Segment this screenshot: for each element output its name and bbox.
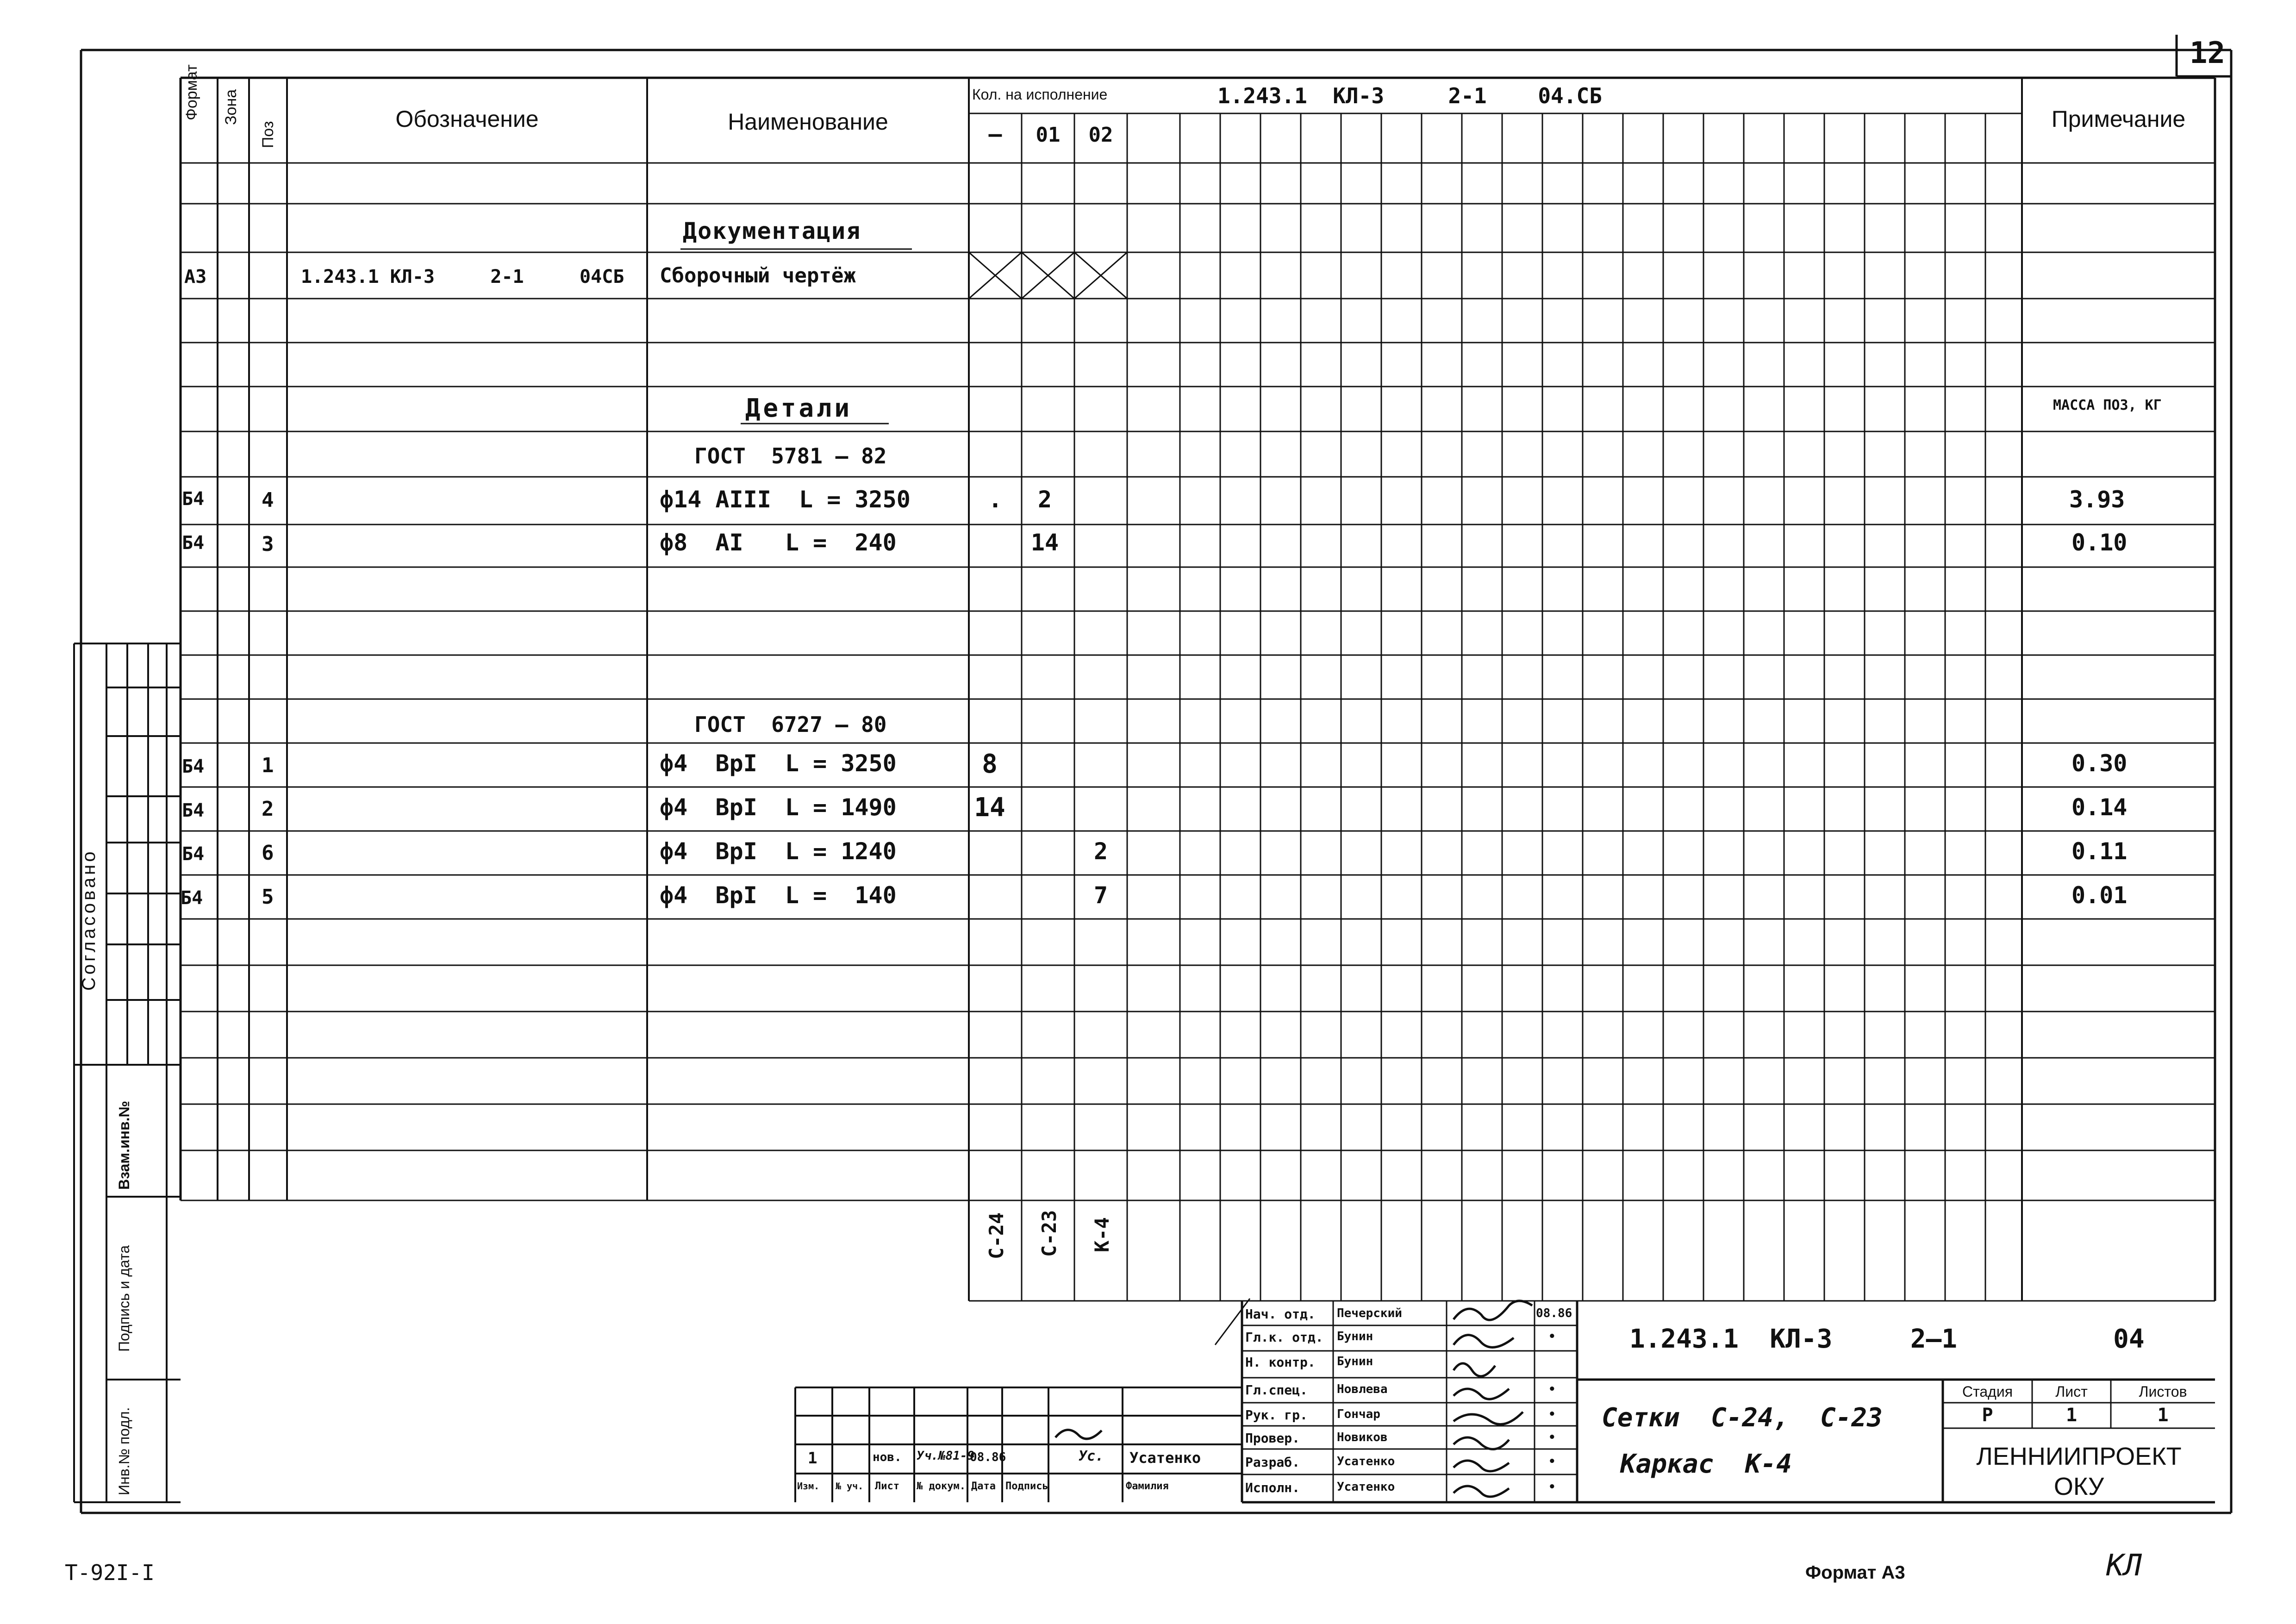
sig-name: Усатенко [1337, 1455, 1395, 1468]
sig-role: Провер. [1245, 1430, 1300, 1446]
row-pos: 5 [262, 885, 274, 909]
sig-role: Гл.спец. [1245, 1382, 1308, 1398]
change-label-sign: Подпись [1005, 1480, 1048, 1492]
section-gost1: ГОСТ 5781 — 82 [694, 443, 887, 468]
row-mass: 0.30 [2071, 750, 2128, 777]
row-format: Б4 [182, 532, 205, 554]
sig-name: Новлева [1337, 1382, 1388, 1396]
section-documentation: Документация [683, 218, 861, 244]
sheet-label: Лист [2055, 1383, 2088, 1400]
org-name: ЛЕННИИПРОЕКТ [1976, 1443, 2182, 1470]
sig-role: Исполн. [1245, 1480, 1300, 1495]
change-name: Усатенко [1129, 1449, 1201, 1467]
sig-date: • [1548, 1455, 1556, 1468]
row-format: Б4 [182, 843, 205, 865]
section-details: Детали [745, 394, 853, 423]
row-mass: 0.11 [2071, 838, 2128, 865]
sig-role: Рук. гр. [1245, 1407, 1308, 1423]
sheet-number: 12 [2190, 36, 2226, 70]
sig-name: Новиков [1337, 1430, 1388, 1444]
title-line1: Сетки С-24, С-23 [1602, 1403, 1883, 1433]
change-label-izm: Изм. [797, 1480, 820, 1492]
sheet-value: 1 [2065, 1405, 2078, 1426]
variant-label-c24: С-24 [985, 1212, 1008, 1259]
left-strip-sign-date: Подпись и дата [116, 1245, 132, 1352]
header-name: Наименование [728, 109, 888, 135]
header-designation: Обозначение [395, 106, 539, 132]
row-format: Б4 [182, 756, 205, 777]
row-pos: 1 [262, 754, 274, 777]
change-label-doc: № докум. [917, 1480, 966, 1492]
change-list: нов. [873, 1450, 902, 1464]
sig-name: Бунин [1337, 1330, 1373, 1343]
sig-name: Печерский [1337, 1306, 1402, 1320]
row-mass: 3.93 [2069, 486, 2125, 513]
change-sign: Ус. [1079, 1448, 1104, 1464]
sig-role: Н. контр. [1245, 1355, 1316, 1370]
header-zone: Зона [222, 89, 240, 125]
sheets-label: Листов [2139, 1383, 2187, 1400]
sig-date: 08.86 [1536, 1306, 1572, 1320]
header-qty: Кол. на исполнение [972, 86, 1108, 103]
mass-note: МАССА ПОЗ, КГ [2053, 397, 2162, 413]
row-pos: 4 [262, 488, 274, 512]
title-line2: Каркас К-4 [1620, 1449, 1792, 1479]
sig-role: Разраб. [1245, 1455, 1300, 1470]
change-izm: 1 [808, 1449, 817, 1468]
header-col-dash: — [988, 121, 1002, 147]
footer-mark: КЛ [2106, 1549, 2142, 1583]
row-qty-01: 2 [1037, 486, 1052, 513]
section-gost2: ГОСТ 6727 — 80 [694, 712, 887, 737]
row-format: Б4 [181, 887, 203, 909]
variant-label-c23: С-23 [1038, 1210, 1061, 1257]
row-name: ф4 ВрI L = 1240 [660, 838, 897, 865]
footer-code: Т-92I-I [65, 1560, 155, 1585]
stage-value: Р [1982, 1405, 1993, 1426]
sig-date: • [1548, 1430, 1556, 1444]
row-format: Б4 [182, 488, 205, 510]
row-qty-dash: 8 [982, 749, 998, 779]
row-mass: 0.14 [2071, 794, 2128, 821]
row-pos: 6 [262, 841, 274, 865]
sig-name: Усатенко [1337, 1480, 1395, 1494]
row-name: ф14 АIII L = 3250 [660, 486, 911, 513]
sig-name: Гончар [1337, 1407, 1380, 1421]
change-label-uch: № уч. [836, 1480, 864, 1492]
sig-role: Нач. отд. [1245, 1306, 1316, 1322]
row-pos: 2 [262, 797, 274, 821]
variant-label-k4: К-4 [1091, 1217, 1113, 1252]
change-doc: Уч.№81-9 [917, 1449, 975, 1463]
org-dept: ОКУ [2053, 1473, 2104, 1500]
header-pos: Поз [259, 121, 277, 148]
row-qty-02: 2 [1093, 838, 1108, 865]
row-name: ф8 АI L = 240 [660, 529, 897, 556]
header-col-02: 02 [1088, 123, 1113, 147]
sig-date: • [1548, 1407, 1556, 1421]
row-name: ф4 ВрI L = 1490 [660, 794, 897, 821]
doc-row-format: А3 [184, 266, 207, 287]
row-qty-02: 7 [1093, 882, 1108, 909]
stage-label: Стадия [1962, 1383, 2013, 1400]
sig-name: Бунин [1337, 1355, 1373, 1368]
header-qty-doc: 1.243.1 КЛ-3 2-1 04.СБ [1217, 83, 1602, 108]
row-qty-dash: . [988, 486, 1003, 513]
row-pos: 3 [262, 532, 274, 556]
change-label-date: Дата [971, 1480, 996, 1492]
change-date: 08.86 [970, 1450, 1006, 1464]
change-label-list: Лист [875, 1480, 899, 1492]
doc-row-designation: 1.243.1 КЛ-3 2-1 04СБ [301, 266, 624, 287]
header-format: Формат [183, 64, 200, 120]
sig-date: • [1548, 1382, 1556, 1396]
doc-row-name: Сборочный чертёж [660, 264, 856, 287]
left-strip-inv-podl: Инв.№ подл. [116, 1407, 132, 1495]
row-mass: 0.10 [2071, 529, 2128, 556]
row-qty-01: 14 [1030, 529, 1059, 556]
change-label-name: Фамилия [1126, 1480, 1169, 1492]
row-mass: 0.01 [2071, 882, 2128, 909]
row-format: Б4 [182, 800, 205, 821]
sheets-value: 1 [2157, 1405, 2169, 1426]
row-qty-dash: 14 [974, 793, 1005, 823]
sig-role: Гл.к. отд. [1245, 1330, 1323, 1345]
title-designation: 1.243.1 КЛ-3 2—1 04 [1629, 1324, 2145, 1354]
row-name: ф4 ВрI L = 140 [660, 882, 897, 909]
left-strip-inv-vzam: Взам.инв.№ [116, 1100, 132, 1190]
row-name: ф4 ВрI L = 3250 [660, 750, 897, 777]
header-note: Примечание [2051, 106, 2186, 132]
left-strip-agreed: Согласовано [79, 849, 99, 991]
sig-date: • [1548, 1330, 1556, 1343]
header-col-01: 01 [1036, 123, 1061, 147]
sig-date: • [1548, 1480, 1556, 1494]
footer-format: Формат А3 [1805, 1562, 1905, 1583]
